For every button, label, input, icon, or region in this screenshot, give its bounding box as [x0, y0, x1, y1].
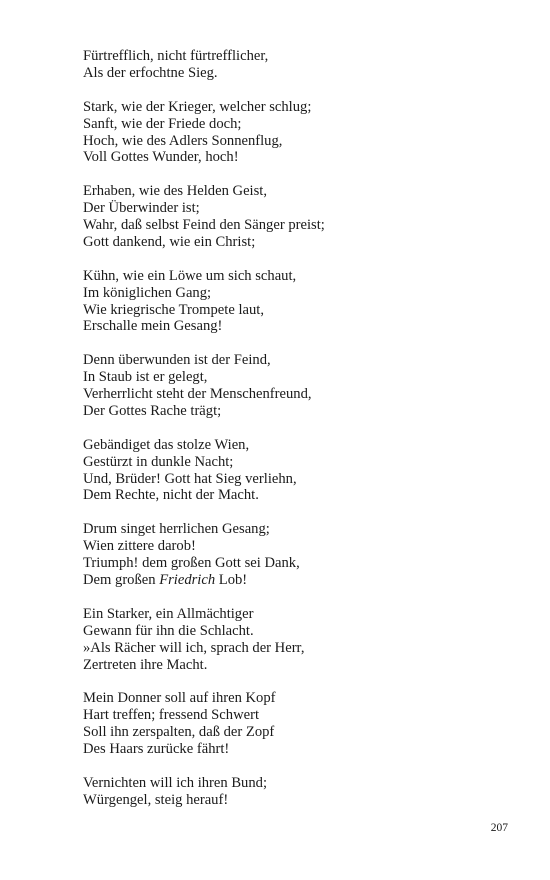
poem-line: Verherrlicht steht der Menschenfreund,	[83, 386, 312, 403]
poem-line: Des Haars zurücke fährt!	[83, 741, 230, 758]
poem-line: Drum singet herrlichen Gesang;	[83, 521, 270, 538]
poem-line: Wahr, daß selbst Feind den Sänger preist;	[83, 217, 325, 234]
poem-line: Wie kriegrische Trompete laut,	[83, 301, 264, 318]
poem-line: Im königlichen Gang;	[83, 284, 212, 301]
poem-line: Kühn, wie ein Löwe um sich schaut,	[83, 267, 297, 284]
poem-line: Dem Rechte, nicht der Macht.	[83, 487, 259, 504]
poem-line: Erschalle mein Gesang!	[83, 318, 223, 335]
poem-line: Denn überwunden ist der Feind,	[83, 352, 271, 369]
stanza	[83, 775, 503, 809]
poem-line-text: Lob!	[215, 572, 248, 588]
poem-line: Zertreten ihre Macht.	[83, 656, 208, 673]
poem-line: Erhaben, wie des Helden Geist,	[83, 183, 267, 200]
poem-line: Der Überwinder ist;	[83, 200, 200, 217]
poem-line-italic-text: Friedrich	[159, 572, 216, 588]
poem-line-text: Dem großen	[83, 572, 160, 588]
poem-line: Sanft, wie der Friede doch;	[83, 115, 242, 132]
stanza	[83, 183, 503, 251]
poem-line: Voll Gottes Wunder, hoch!	[83, 149, 239, 166]
poem-line: Mein Donner soll auf ihren Kopf	[83, 690, 276, 707]
poem-line: Stark, wie der Krieger, welcher schlug;	[83, 98, 312, 115]
stanza	[83, 437, 503, 505]
poem-line: Gebändiget das stolze Wien,	[83, 436, 250, 453]
poem-line: »Als Rächer will ich, sprach der Herr,	[83, 639, 305, 656]
poem-line: Gewann für ihn die Schlacht.	[83, 622, 254, 639]
page-number: 207	[490, 822, 508, 834]
stanza	[83, 352, 503, 420]
stanza	[83, 521, 503, 589]
poem-line: Gestürzt in dunkle Nacht;	[83, 453, 234, 470]
poem-line: Vernichten will ich ihren Bund;	[83, 774, 268, 791]
poem-line: Der Gottes Rache trägt;	[83, 402, 222, 419]
poem-line: Fürtrefflich, nicht fürtrefflicher,	[83, 48, 269, 64]
stanza	[83, 268, 503, 336]
poem-line: Als der erfochtne Sieg.	[83, 64, 218, 81]
poem-line: Soll ihn zerspalten, daß der Zopf	[83, 724, 275, 741]
poem-body	[83, 48, 503, 809]
poem-line: Ein Starker, ein Allmächtiger	[83, 605, 254, 622]
poem-line: Gott dankend, wie ein Christ;	[83, 233, 256, 250]
poem-line: Würgengel, steig herauf!	[83, 791, 229, 808]
poem-line: Hoch, wie des Adlers Sonnenflug,	[83, 132, 283, 149]
stanza	[83, 606, 503, 674]
poem-line	[83, 572, 503, 589]
stanza	[83, 99, 503, 167]
poem-line: In Staub ist er gelegt,	[83, 369, 208, 386]
poem-line: Triumph! dem großen Gott sei Dank,	[83, 555, 300, 572]
poem-line: Hart treffen; fressend Schwert	[83, 707, 260, 724]
stanza	[83, 690, 503, 758]
poem-line: Und, Brüder! Gott hat Sieg verliehn,	[83, 470, 297, 487]
stanza	[83, 48, 503, 82]
poem-line: Wien zittere darob!	[83, 538, 196, 555]
